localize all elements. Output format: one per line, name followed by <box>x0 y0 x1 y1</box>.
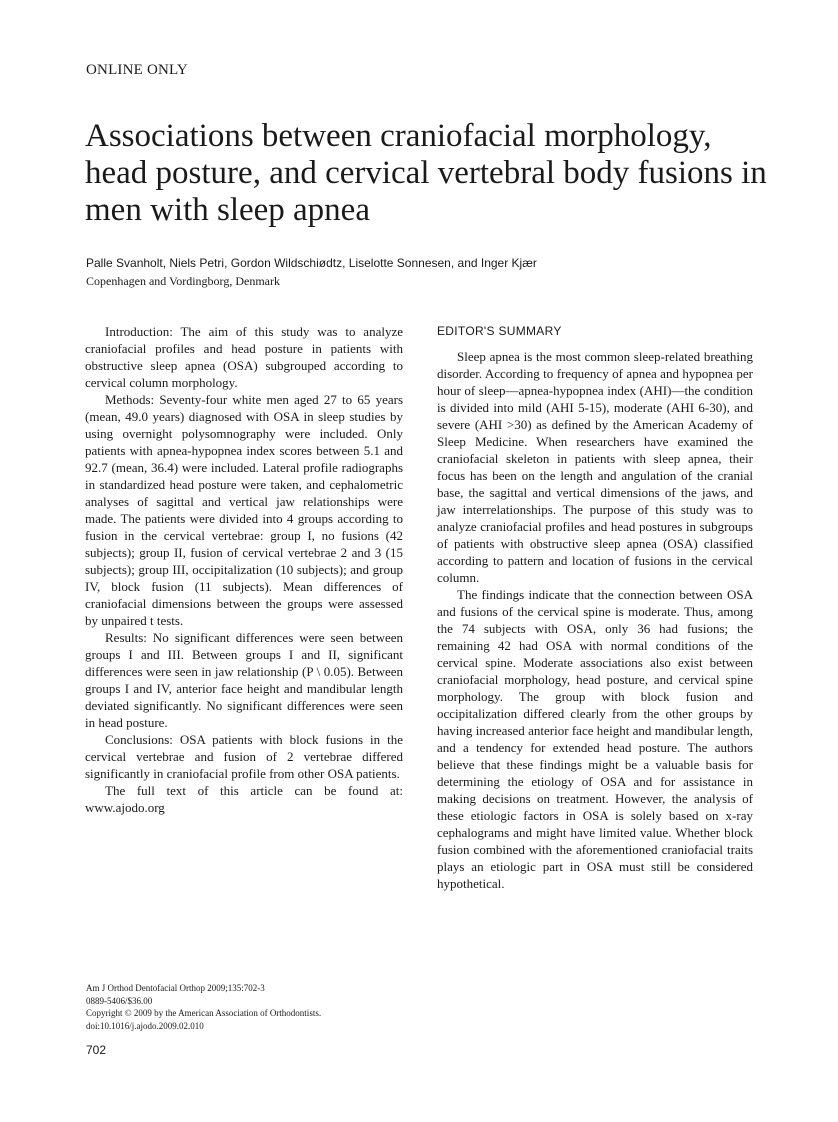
editors-summary-paragraph-2: The findings indicate that the connection between OSA and fusions of the cervical spine is moderate. Thus, among the 74 subjects with OSA, only 36 had fusions; the remaining 42 had OSA with normal conditions of the cervical spine. Moderate associations also exist between craniofacial morphology, head posture, and cervical spine morphology. The group with block fusion and occipitalization differed clearly from the other groups by having increased anterior face height and mandibular length, and a tendency for extended head posture. The authors believe that these findings might be a valuable basis for determining the etiology of OSA and for assistance in making decisions on treatment. However, the analysis of these etiologic factors in OSA is solely based on x-ray cephalograms and might have limited value. Whether block fusion combined with the aforementioned craniofacial traits plays an etiologic part in OSA must still be considered hypothetical. <box>437 587 753 891</box>
editors-summary-paragraph-1: Sleep apnea is the most common sleep-related breathing disorder. According to frequency of apnea and hypopnea per hour of sleep—apnea-hypopnea index (AHI)—the condition is divided into mild (AHI 5-15), moderate (AHI 6-30), and severe (AHI >30) as defined by the American Academy of Sleep Medicine. When researchers have examined the craniofacial skeleton in patients with sleep apnea, their focus has been on the length and angulation of the cranial base, the sagittal and vertical dimensions of the jaws, and jaw interrelationships. The purpose of this study was to analyze craniofacial profiles and head postures in subgroups of patients with obstructive sleep apnea (OSA) classified according to pattern and location of fusions in the cervical column. <box>437 349 753 585</box>
abstract-conclusions: Conclusions: OSA patients with block fusions in the cervical vertebrae and fusion of 2 vertebrae differed significantly in craniofacial profile from other OSA patients. <box>85 732 403 781</box>
abstract-methods: Methods: Seventy-four white men aged 27 to 65 years (mean, 49.0 years) diagnosed with OSA in sleep studies by using overnight polysomnography were included. Only patients with apnea-hypopnea index scores between 5.1 and 92.7 (mean, 36.4) were included. Lateral profile radiographs in standardized head posture were taken, and cephalometric analyses of sagittal and vertical jaw relationships were made. The patients were divided into 4 groups according to fusion in the cervical vertebrae: group I, no fusions (42 subjects); group II, fusion of cervical vertebrae 2 and 3 (15 subjects); group III, occipitalization (10 subjects); and group IV, block fusion (11 subjects). Mean differences of craniofacial dimensions between the groups were assessed by unpaired t tests. <box>85 392 403 628</box>
abstract-introduction: Introduction: The aim of this study was to analyze craniofacial profiles and head posture in patients with obstructive sleep apnea (OSA) subgrouped according to cervical column morphology. <box>85 324 403 390</box>
journal-website-link[interactable]: www.ajodo.org <box>85 800 165 815</box>
doi: doi:10.1016/j.ajodo.2009.02.010 <box>86 1020 204 1031</box>
abstract-results: Results: No significant differences were seen between groups I and III. Between groups I and II, significant differences were seen in jaw relationship (P \ 0.05). Between groups I and IV, anterior face height and mandibular length deviated significantly. No significant differences were seen in head posture. <box>85 630 403 730</box>
issn: 0889-5406/$36.00 <box>86 995 153 1006</box>
fulltext-prefix: The full text of this article can be found at: <box>105 783 403 798</box>
affiliation: Copenhagen and Vordingborg, Denmark <box>86 274 280 288</box>
author-list: Palle Svanholt, Niels Petri, Gordon Wildschiødtz, Liselotte Sonnesen, and Inger Kjær <box>86 256 537 270</box>
page-number: 702 <box>86 1043 107 1057</box>
article-title: Associations between craniofacial morphology, head posture, and cervical vertebral body fusions in men with sleep apnea <box>85 118 767 228</box>
copyright-notice: Copyright © 2009 by the American Association of Orthodontists. <box>86 1008 322 1018</box>
journal-citation: Am J Orthod Dentofacial Orthop 2009;135:702-3 <box>86 983 265 993</box>
editors-summary-column <box>437 323 753 892</box>
section-label: ONLINE ONLY <box>86 62 188 78</box>
abstract-column <box>85 323 403 816</box>
editors-summary-heading: EDITOR'S SUMMARY <box>437 324 562 338</box>
citation-footer <box>86 982 321 1032</box>
fulltext-note <box>85 782 403 816</box>
